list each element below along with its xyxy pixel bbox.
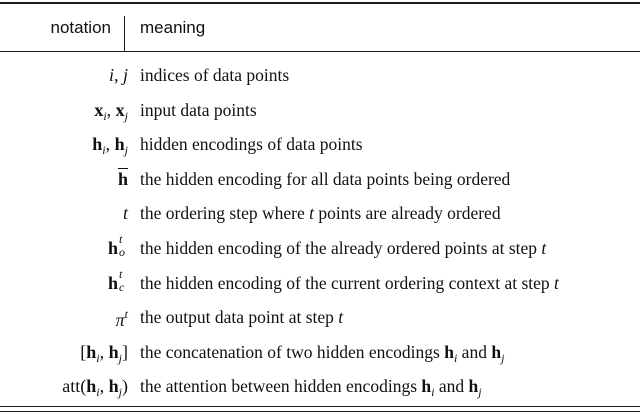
meaning-text: the attention between hidden encodings: [140, 376, 422, 397]
notation-cell: $h_i$, $h_j$: [92, 134, 128, 158]
meaning-text: the concatenation of two hidden encodings: [140, 341, 445, 362]
header-meaning: meaning: [140, 18, 206, 37]
meaning-symbol: t: [309, 203, 314, 224]
table-row: [0, 335, 640, 370]
notation-cell: i, j: [108, 65, 128, 85]
meaning-text: and: [434, 376, 469, 397]
table-row: [0, 93, 640, 128]
table-row: [0, 127, 640, 162]
bottom-rule-upper: [0, 406, 640, 407]
meaning-text: indices of data points: [140, 65, 290, 85]
meaning-symbol: t: [554, 272, 559, 293]
notation-cell: $\overline{h}$: [117, 168, 128, 189]
meaning-text: hidden encodings of data points: [140, 134, 363, 155]
table-row: [0, 300, 640, 335]
meaning-text: the output data point at step: [140, 307, 339, 328]
top-rule: [0, 2, 640, 4]
meaning-text: the hidden encoding for all data points being ordered: [140, 168, 511, 189]
meaning-cell: [140, 65, 289, 86]
bottom-rule-lower: [0, 411, 640, 412]
notation-cell: h t o: [107, 231, 125, 259]
meaning-text: the ordering step where: [140, 203, 310, 224]
meaning-symbol: t: [338, 307, 344, 328]
meaning-cell: the attention between hidden encodings $h_i$ and $h_j$: [140, 376, 482, 400]
table-row: [0, 231, 640, 266]
table-row: [0, 369, 640, 404]
meaning-cell: [140, 273, 559, 294]
meaning-cell: the concatenation of two hidden encodings $h_i$ and $h_j$: [140, 341, 505, 365]
meaning-symbol: t: [541, 237, 547, 258]
notation-cell: [$h_i$, $h_j$]: [80, 341, 128, 365]
meaning-text: points are already ordered: [313, 203, 501, 224]
meaning-cell: [140, 100, 257, 121]
meaning-cell: [140, 238, 546, 259]
meaning-cell: [140, 307, 343, 328]
header-notation: notation: [50, 18, 111, 37]
notation-cell: h t c: [107, 266, 125, 294]
table-row: [0, 58, 640, 93]
header-column-divider: [124, 16, 125, 51]
table-row: [0, 266, 640, 301]
table-header: [0, 6, 640, 48]
meaning-text: the hidden encoding of the current ordering context at step: [140, 272, 555, 293]
meaning-cell: [140, 169, 510, 190]
meaning-cell: [140, 134, 363, 155]
table-row: [0, 162, 640, 197]
meaning-text: and: [457, 341, 492, 362]
notation-cell: t: [122, 203, 128, 224]
notation-cell: $x_i$, $x_j$: [94, 99, 128, 123]
table-body: [0, 58, 640, 404]
meaning-text: input data points: [140, 99, 257, 120]
notation-cell: $\pi^t$: [115, 307, 128, 331]
header-rule: [0, 51, 640, 52]
notation-cell: $att(h_i$, $h_j$): [62, 376, 128, 400]
meaning-text: the hidden encoding of the already ordered points at step: [140, 237, 542, 258]
table-row: [0, 196, 640, 231]
meaning-cell: [140, 203, 501, 224]
